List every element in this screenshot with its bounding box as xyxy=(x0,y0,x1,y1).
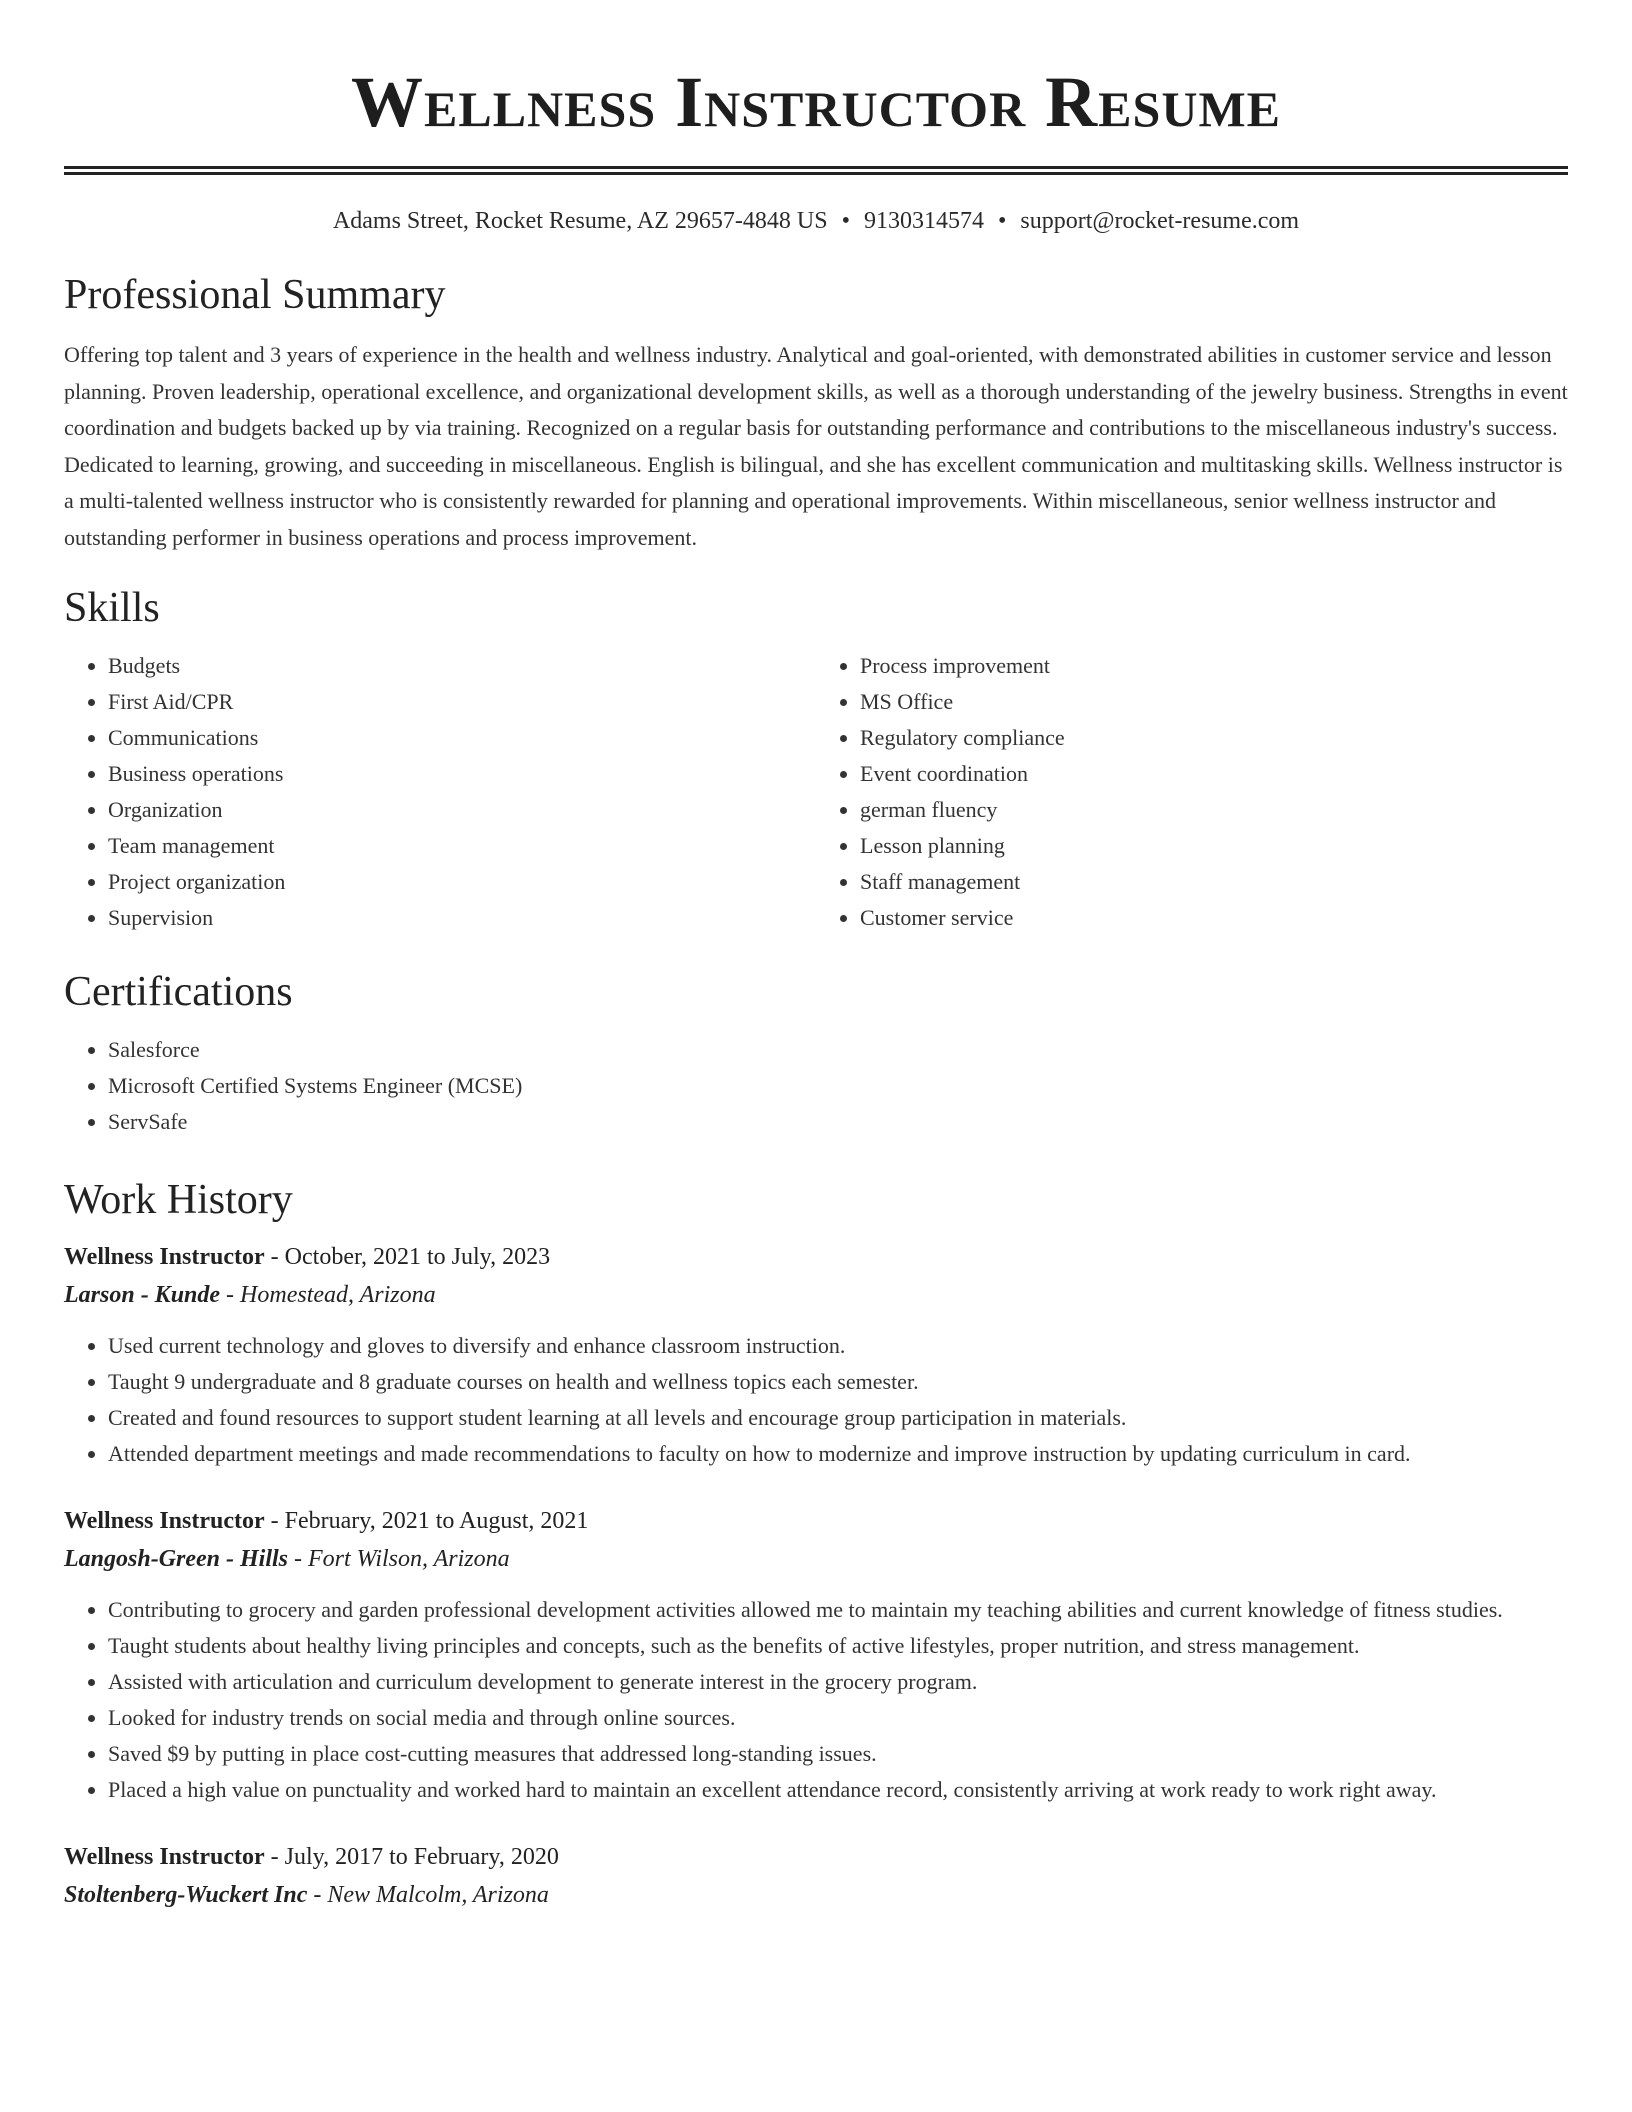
job-entry xyxy=(64,1502,1568,1808)
skill-item: • Communications xyxy=(108,720,816,756)
contact-email[interactable]: support@rocket-resume.com xyxy=(1020,208,1300,234)
skill-item: • Lesson planning xyxy=(860,828,1568,864)
skill-item: • Business operations xyxy=(108,756,816,792)
skill-item: • Process improvement xyxy=(860,648,1568,684)
job-entry xyxy=(64,1238,1568,1472)
job-company-line xyxy=(64,1276,1568,1314)
job-bullet: • Contributing to grocery and garden professional development activities allowed me to maintain my teaching abilities and current knowledge of fitness studies. xyxy=(108,1592,1568,1628)
summary-text: Offering top talent and 3 years of experience in the health and wellness industry. Analytical and goal-oriented, with demonstrated abilities in customer service and lesson planning. Proven leadership, operational excellence, and organizational development skills, as well as a thorough understanding of the jewelry business. Strengths in event coordination and budgets backed up by via training. Recognized on a regular basis for outstanding performance and contributions to the miscellaneous industry's success. Dedicated to learning, growing, and succeeding in miscellaneous. English is bilingual, and she has excellent communication and multitasking skills. Wellness instructor is a multi-talented wellness instructor who is consistently rewarded for planning and operational improvements. Within miscellaneous, senior wellness instructor and outstanding performer in business operations and process improvement. xyxy=(64,342,1568,550)
skill-item: • MS Office xyxy=(860,684,1568,720)
job-dates: - February, 2021 to August, 2021 xyxy=(264,1508,589,1534)
skill-item: • Staff management xyxy=(860,864,1568,900)
job-location: - New Malcolm, Arizona xyxy=(307,1882,549,1908)
certifications-heading: Certifications xyxy=(64,969,293,1015)
job-dates: - July, 2017 to February, 2020 xyxy=(264,1844,559,1870)
certification-item: • Microsoft Certified Systems Engineer (MCSE) xyxy=(108,1068,1568,1104)
contact-line xyxy=(64,205,1568,237)
skill-item: • german fluency xyxy=(860,792,1568,828)
skills-list-left xyxy=(64,648,816,936)
skill-item: • Regulatory compliance xyxy=(860,720,1568,756)
job-bullets xyxy=(64,1328,1568,1472)
skills-columns xyxy=(64,648,1568,936)
job-title: Wellness Instructor xyxy=(64,1244,265,1270)
contact-separator: • xyxy=(841,208,850,234)
resume-page xyxy=(64,0,1568,1914)
job-entry xyxy=(64,1838,1568,1914)
certification-item: • Salesforce xyxy=(108,1032,1568,1068)
contact-address: Adams Street, Rocket Resume, AZ 29657-4848 US xyxy=(332,208,828,234)
work-history-heading: Work History xyxy=(64,1177,293,1223)
skills-list-right xyxy=(816,648,1568,936)
job-dates: - October, 2021 to July, 2023 xyxy=(264,1244,551,1270)
skill-item: • Customer service xyxy=(860,900,1568,936)
job-location: - Fort Wilson, Arizona xyxy=(288,1546,510,1572)
job-title-line xyxy=(64,1238,1568,1276)
contact-phone: 9130314574 xyxy=(863,208,984,234)
job-title-line xyxy=(64,1838,1568,1876)
skill-item: • Budgets xyxy=(108,648,816,684)
job-company: Stoltenberg-Wuckert Inc xyxy=(64,1882,308,1908)
skill-item: • First Aid/CPR xyxy=(108,684,816,720)
job-bullet: • Saved $9 by putting in place cost-cutting measures that addressed long-standing issues. xyxy=(108,1736,1568,1772)
certification-item: • ServSafe xyxy=(108,1104,1568,1140)
job-title: Wellness Instructor xyxy=(64,1844,265,1870)
job-company-line xyxy=(64,1540,1568,1578)
skill-item: • Event coordination xyxy=(860,756,1568,792)
job-bullets xyxy=(64,1592,1568,1808)
skill-item: • Project organization xyxy=(108,864,816,900)
job-bullet: • Looked for industry trends on social media and through online sources. xyxy=(108,1700,1568,1736)
summary-heading: Professional Summary xyxy=(64,272,446,318)
job-bullet: • Assisted with articulation and curriculum development to generate interest in the grocery program. xyxy=(108,1664,1568,1700)
job-bullet: • Taught 9 undergraduate and 8 graduate courses on health and wellness topics each semester. xyxy=(108,1364,1568,1400)
skills-heading: Skills xyxy=(64,585,160,631)
job-company: Langosh-Green - Hills xyxy=(64,1546,289,1572)
job-title: Wellness Instructor xyxy=(64,1508,265,1534)
job-bullet: • Placed a high value on punctuality and worked hard to maintain an excellent attendance record, consistently arriving at work ready to work right away. xyxy=(108,1772,1568,1808)
job-company-line xyxy=(64,1876,1568,1914)
resume-title: Wellness Instructor Resume xyxy=(351,62,1281,142)
job-title-line xyxy=(64,1502,1568,1540)
certifications-list xyxy=(64,1032,1568,1140)
skill-item: • Team management xyxy=(108,828,816,864)
skill-item: • Organization xyxy=(108,792,816,828)
job-company: Larson - Kunde xyxy=(64,1282,221,1308)
title-divider xyxy=(64,166,1568,175)
job-location: - Homestead, Arizona xyxy=(220,1282,436,1308)
job-bullet: • Created and found resources to support student learning at all levels and encourage group participation in materials. xyxy=(108,1400,1568,1436)
job-bullet: • Taught students about healthy living principles and concepts, such as the benefits of active lifestyles, proper nutrition, and stress management. xyxy=(108,1628,1568,1664)
contact-separator: • xyxy=(997,208,1007,234)
skill-item: • Supervision xyxy=(108,900,816,936)
job-bullet: • Used current technology and gloves to diversify and enhance classroom instruction. xyxy=(108,1328,1568,1364)
job-bullet: • Attended department meetings and made recommendations to faculty on how to modernize and improve instruction by updating curriculum in card. xyxy=(108,1436,1568,1472)
